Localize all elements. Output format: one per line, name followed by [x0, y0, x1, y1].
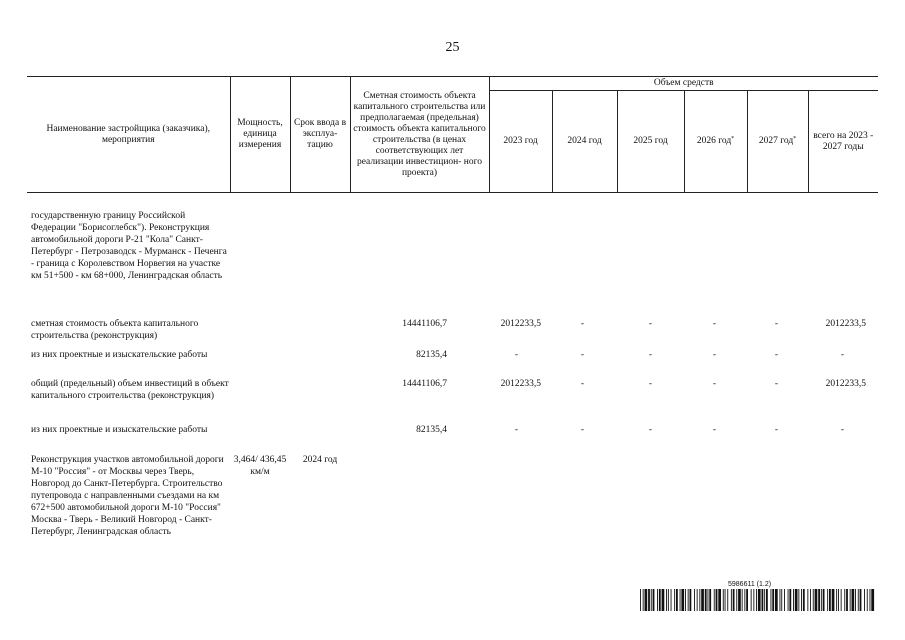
- header-2023: 2023 год: [489, 91, 552, 193]
- header-commission: Срок ввода в эксплуа- тацию: [290, 77, 350, 193]
- header-2027: 2027 год*: [747, 91, 808, 193]
- row-2027: -: [774, 350, 779, 360]
- row-2025: -: [648, 425, 653, 435]
- row-2026: -: [712, 379, 717, 389]
- header-name: Наименование застройщика (заказчика), мероприятия: [27, 77, 230, 193]
- row-2027: -: [774, 425, 779, 435]
- row-2026: -: [712, 425, 717, 435]
- row-total: 2012233,5: [825, 319, 866, 329]
- row-2024: -: [580, 379, 585, 389]
- page-number: 25: [445, 40, 460, 55]
- header-funds-group: Объем средств: [489, 77, 878, 91]
- row-2024: -: [580, 319, 585, 329]
- footnote-mark: *: [731, 136, 735, 142]
- row-2026: -: [712, 319, 717, 329]
- row-name: государственную границу Российской Федерации "Борисоглебск"). Реконструкция автомобильной дороги Р-21 "Кола" Санкт-Петербург - Петрозаводск - Мурманск - Печенга - граница с Королевством Норвегия на участке км 51+500 - км 68+000, Ленинградская область: [31, 211, 227, 281]
- row-commission: 2024 год: [302, 455, 338, 465]
- row-2023: -: [514, 425, 519, 435]
- row-2026: -: [712, 350, 717, 360]
- row-2023: -: [514, 350, 519, 360]
- row-name: общий (предельный) объем инвестиций в объект капитального строительства (реконструкция): [31, 379, 229, 401]
- row-cost: 82135,4: [416, 350, 447, 360]
- row-cost: 82135,4: [416, 425, 447, 435]
- row-cost: 14441106,7: [402, 319, 447, 329]
- row-2023: 2012233,5: [500, 379, 541, 389]
- table-header: [27, 76, 878, 193]
- barcode-icon: [640, 589, 875, 611]
- row-name: из них проектные и изыскательские работы: [31, 425, 208, 435]
- row-2027: -: [774, 319, 779, 329]
- row-2027: -: [774, 379, 779, 389]
- header-capacity: Мощность, единица измерения: [230, 77, 290, 193]
- header-2025: 2025 год: [617, 91, 684, 193]
- row-total: 2012233,5: [825, 379, 866, 389]
- row-2024: -: [580, 425, 585, 435]
- row-2023: 2012233,5: [500, 319, 541, 329]
- barcode-label: 5986611 (1.2): [728, 581, 772, 588]
- header-2026: 2026 год*: [684, 91, 747, 193]
- footnote-mark: *: [793, 136, 797, 142]
- row-total: -: [840, 350, 845, 360]
- row-2024: -: [580, 350, 585, 360]
- row-capacity: 3,464/ 436,45 км/м: [233, 455, 287, 477]
- row-name: сметная стоимость объекта капитального строительства (реконструкция): [31, 319, 199, 341]
- row-total: -: [840, 425, 845, 435]
- header-2024: 2024 год: [552, 91, 617, 193]
- row-2025: -: [648, 319, 653, 329]
- header-cost: Сметная стоимость объекта капитального строительства или предполагаемая (предельная) стоимость объекта капитального строительства (в ценах соответствующих лет реализации инвестицион- ного проекта): [350, 77, 489, 193]
- header-total: всего на 2023 - 2027 годы: [808, 91, 878, 193]
- row-2025: -: [648, 350, 653, 360]
- row-cost: 14441106,7: [402, 379, 447, 389]
- row-name: Реконструкция участков автомобильной дороги М-10 "Россия" - от Москвы через Тверь, Новгород до Санкт-Петербурга. Строительство путепровода с направленными съездами на км 672+500 автомобильной дороги М-10 "Россия" Москва - Тверь - Великий Новгород - Санкт-Петербург, Ленинградская область: [31, 455, 224, 537]
- row-name: из них проектные и изыскательские работы: [31, 350, 208, 360]
- row-2025: -: [648, 379, 653, 389]
